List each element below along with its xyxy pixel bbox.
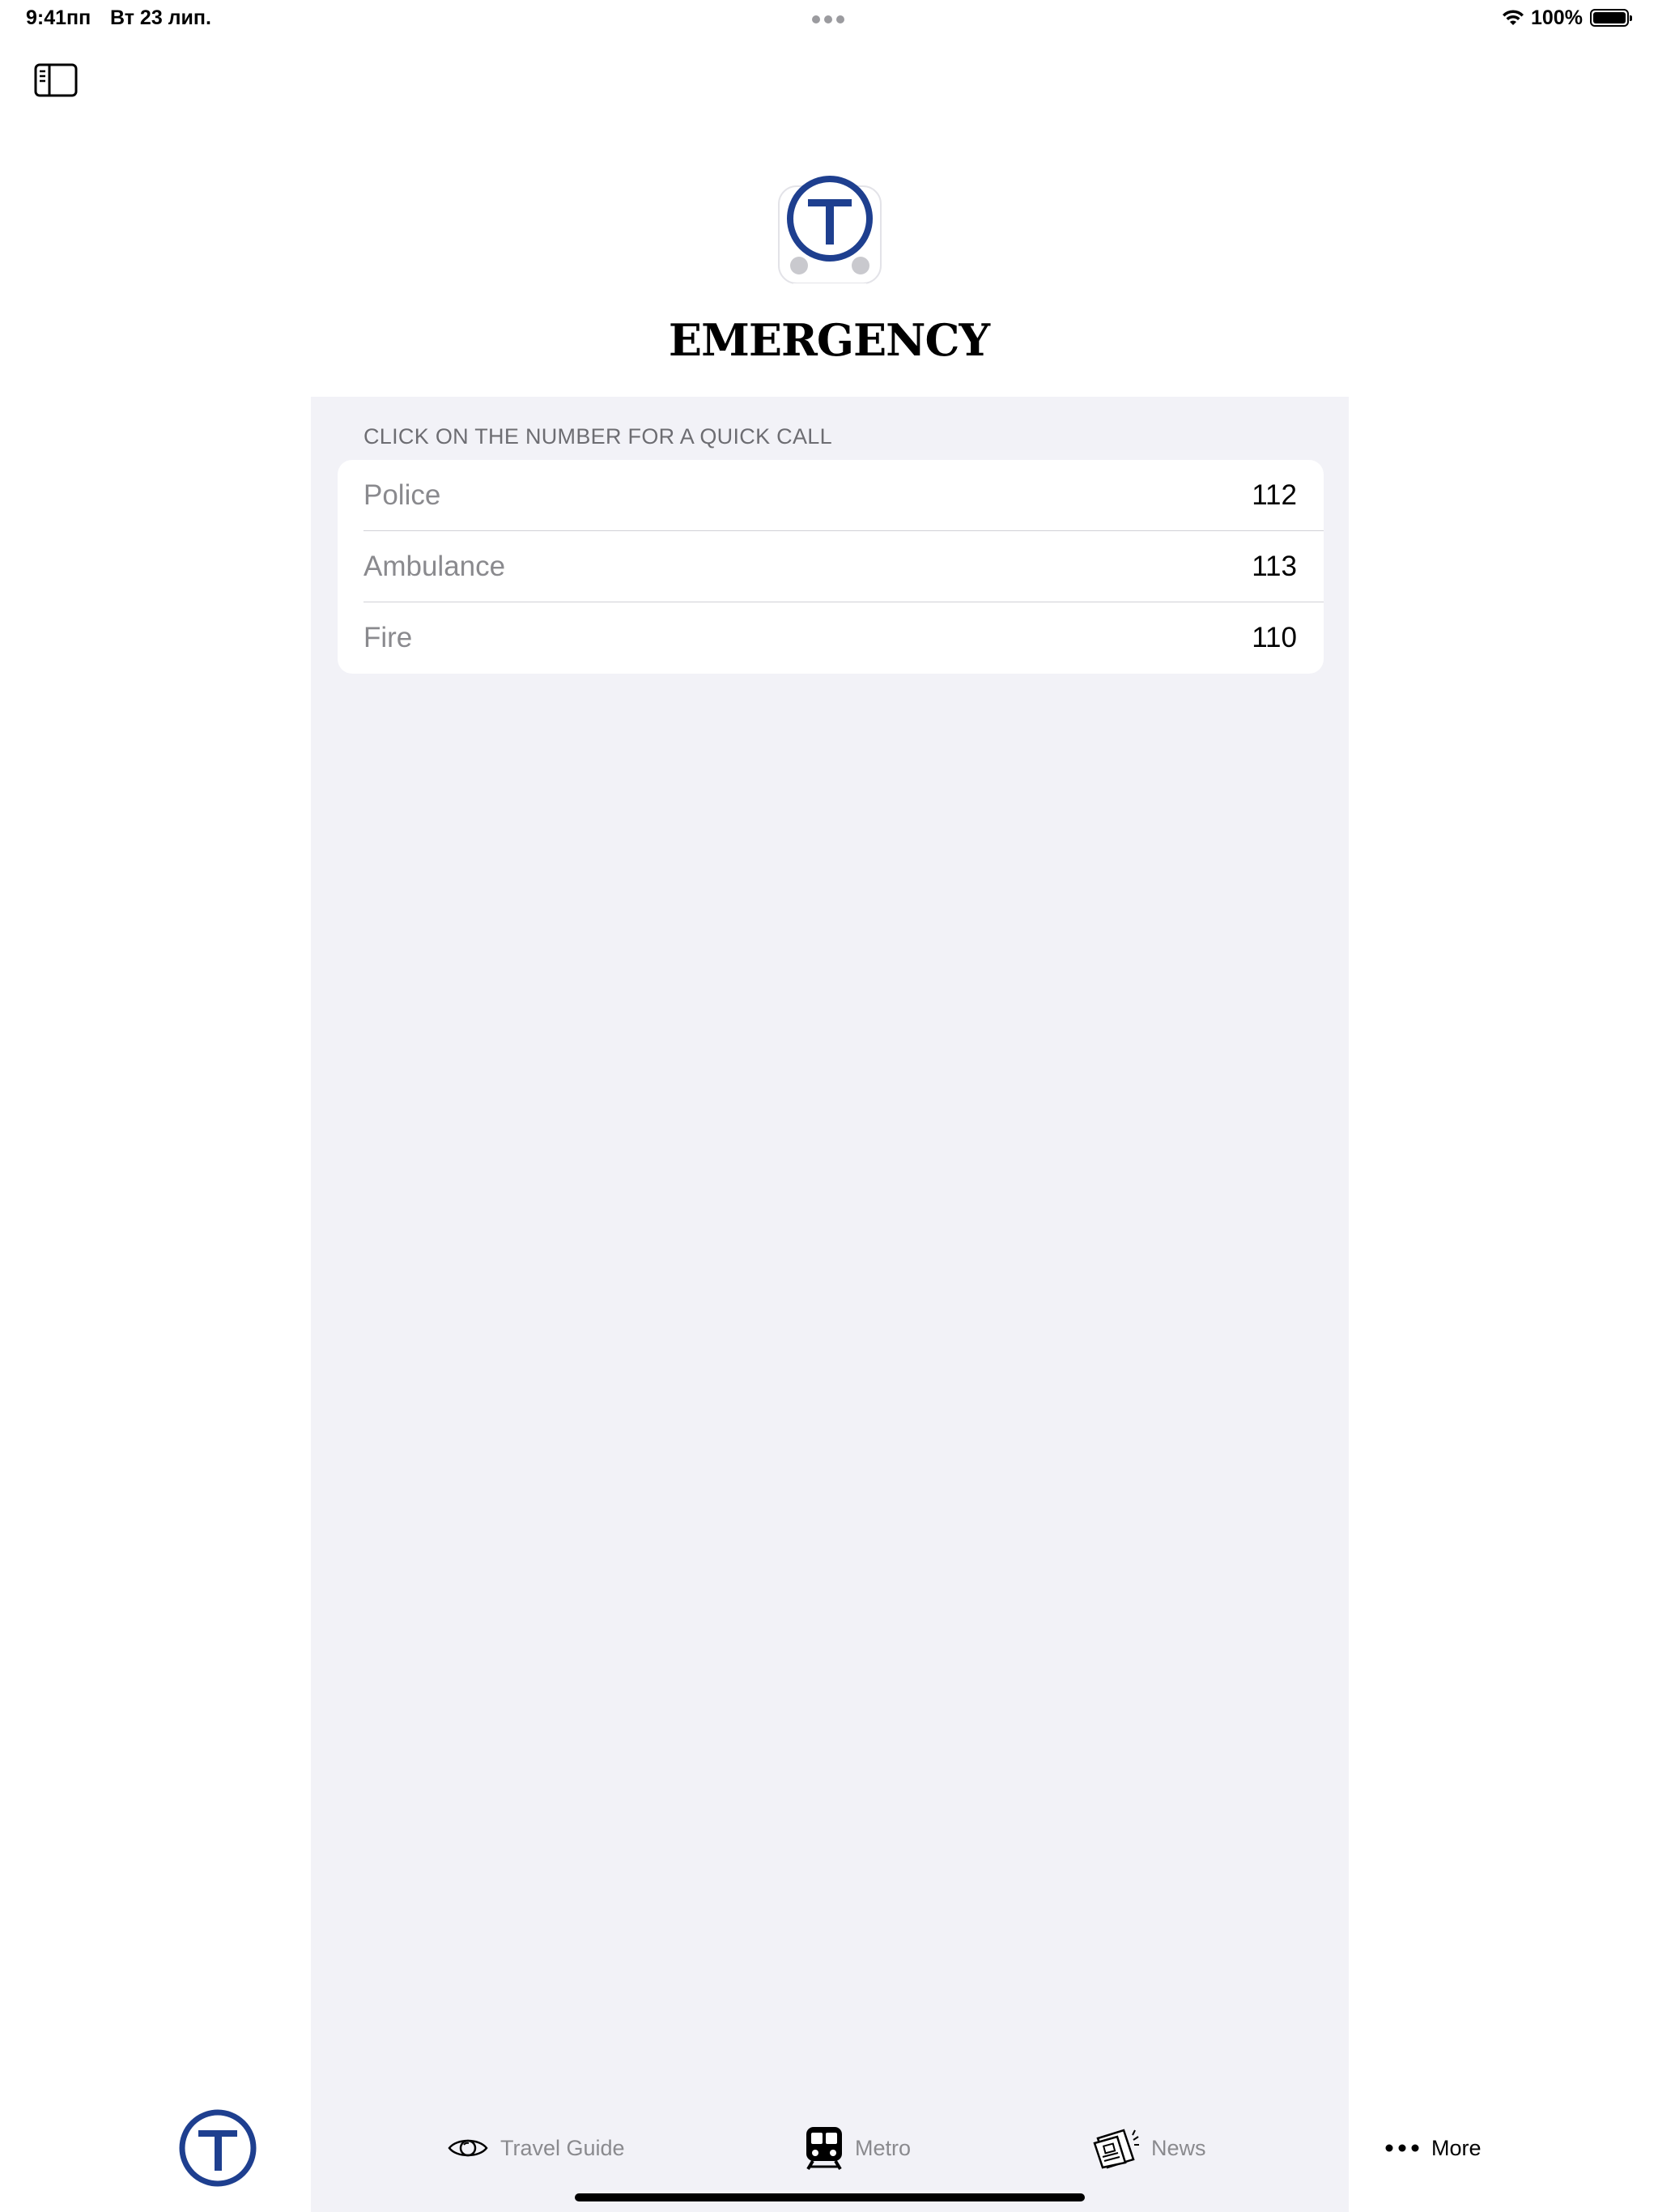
tab-label: More (1431, 2135, 1482, 2160)
tab-more[interactable] (1384, 2128, 1482, 2168)
metro-t-logo-icon (777, 175, 882, 296)
tab-travel-guide[interactable] (447, 2128, 625, 2168)
newspaper-icon (1093, 2127, 1140, 2169)
emergency-row-ambulance[interactable] (338, 531, 1324, 602)
train-icon (805, 2125, 844, 2171)
tab-label: Metro (855, 2135, 912, 2160)
row-label: Ambulance (363, 551, 506, 582)
emergency-row-police[interactable] (338, 460, 1324, 531)
battery-icon (1590, 9, 1629, 27)
content-panel (311, 397, 1349, 2212)
tab-metro[interactable] (805, 2128, 911, 2168)
emergency-row-fire[interactable] (338, 602, 1324, 674)
call-number-ambulance[interactable]: 113 (1252, 551, 1297, 582)
page-title: EMERGENCY (668, 314, 990, 366)
tab-news[interactable] (1093, 2128, 1206, 2168)
emergency-list (338, 460, 1324, 674)
status-date: Вт 23 лип. (110, 6, 211, 29)
section-header: CLICK ON THE NUMBER FOR A QUICK CALL (363, 424, 832, 449)
tab-label: News (1151, 2135, 1206, 2160)
metro-t-logo-icon[interactable] (178, 2108, 257, 2188)
tab-label: Travel Guide (500, 2135, 625, 2160)
battery-percent: 100% (1531, 6, 1583, 29)
row-label: Fire (363, 622, 413, 653)
ellipsis-icon (1384, 2143, 1420, 2153)
call-number-police[interactable]: 112 (1252, 479, 1297, 511)
status-time: 9:41пп (26, 6, 91, 29)
eye-icon (447, 2134, 489, 2162)
row-label: Police (363, 479, 441, 511)
sidebar-toggle-icon[interactable] (34, 63, 78, 97)
call-number-fire[interactable]: 110 (1252, 622, 1297, 653)
multitasking-dots-icon[interactable] (812, 15, 844, 23)
status-bar (0, 0, 1658, 39)
wifi-icon (1501, 8, 1525, 28)
home-indicator[interactable] (575, 2193, 1085, 2201)
